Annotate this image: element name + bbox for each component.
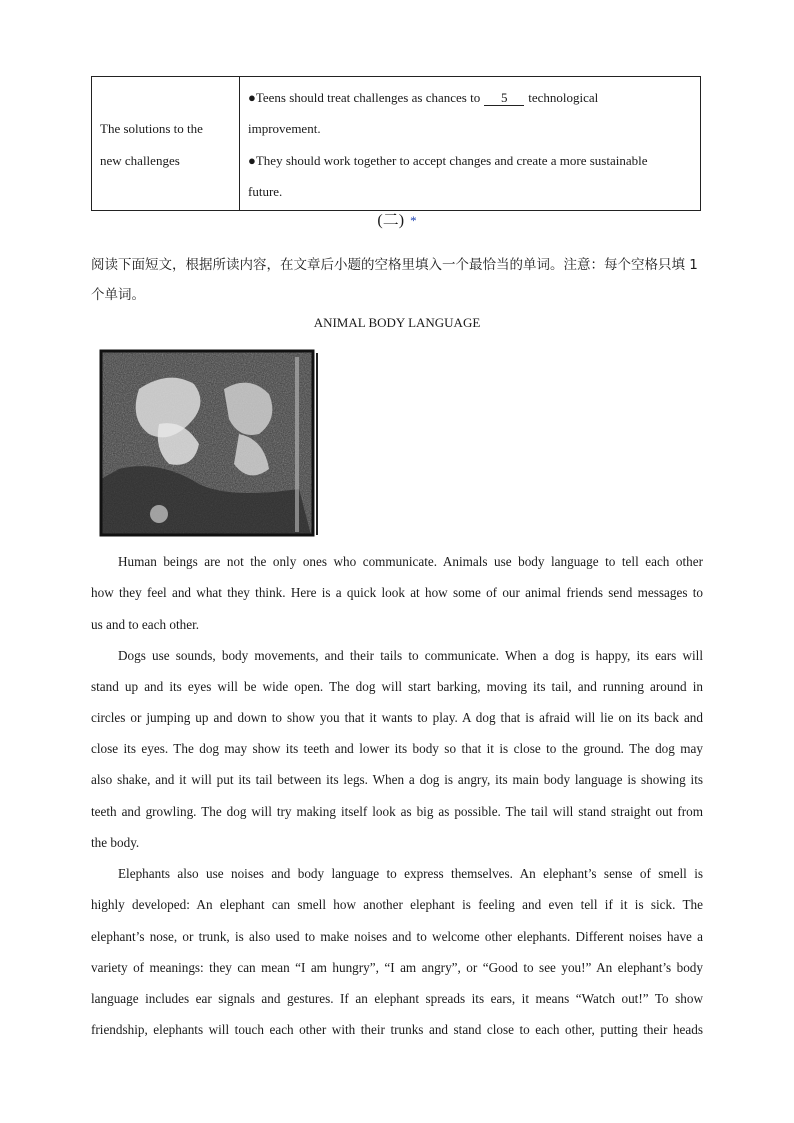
- table-content-line-3: ●They should work together to accept changes and create a more sustainable: [248, 153, 648, 168]
- star-icon: *: [410, 213, 417, 229]
- bullet-text-1: ●Teens should treat challenges as chances to: [248, 90, 481, 105]
- passage-line-15: language includes ear signals and gestures. If an elephant spreads its ears, it means “Watch out!” To show: [91, 991, 703, 1006]
- section-number: (二): [377, 212, 405, 229]
- section-heading: [0, 210, 794, 232]
- passage-line-1: Human beings are not the only ones who communicate. Animals use body language to tell each other: [118, 554, 703, 569]
- table-content-line-1: [248, 90, 598, 106]
- table-label-line-1: The solutions to the: [100, 121, 203, 136]
- table-content-line-2: improvement.: [248, 121, 321, 136]
- table-label-line-2: new challenges: [100, 153, 180, 168]
- passage-line-8: also shake, and it will put its tail between its legs. When a dog is angry, its main body language is showing its: [91, 772, 703, 787]
- passage-line-9: teeth and growling. The dog will try making itself look as big as possible. The tail will stand straight out from: [91, 804, 703, 819]
- passage-line-11: Elephants also use noises and body language to express themselves. An elephant’s sense of smell is: [118, 866, 703, 881]
- passage-line-12: highly developed: An elephant can smell how another elephant is feeling and even tell if it is sick. The: [91, 897, 703, 912]
- table-content-line-4: future.: [248, 184, 283, 199]
- passage-line-14: variety of meanings: they can mean “I am hungry”, “I am angry”, or “Good to see you!” An elephant’s body: [91, 960, 703, 975]
- passage-line-4: Dogs use sounds, body movements, and their tails to communicate. When a dog is happy, its ears will: [118, 648, 703, 663]
- table-label-cell: [92, 77, 240, 210]
- passage-line-5: stand up and its eyes will be wide open. The dog will start barking, moving its tail, and running around in: [91, 679, 703, 694]
- passage-line-6: circles or jumping up and down to show you that it wants to play. A dog that is afraid will lie on its back and: [91, 710, 703, 725]
- passage-line-16: friendship, elephants will touch each other with their trunks and stand close to each other, putting their heads: [91, 1022, 703, 1037]
- instructions-text: 阅读下面短文，根据所读内容，在文章后小题的空格里填入一个最恰当的单词。注意：每个空格只填 1 个单词。: [91, 257, 698, 303]
- answer-blank-5[interactable]: 5: [484, 91, 524, 106]
- passage-line-2: how they feel and what they think. Here is a quick look at how some of our animal friends send messages to: [91, 585, 703, 600]
- passage-line-13: elephant’s nose, or trunk, is also used to make noises and to welcome other elephants. Different noises have a: [91, 929, 703, 944]
- animal-photo: [99, 349, 323, 537]
- table-content-cell: [240, 77, 700, 210]
- passage-line-7: close its eyes. The dog may show its teeth and lower its body so that it is close to the ground. The dog may: [91, 741, 703, 756]
- passage-title: ANIMAL BODY LANGUAGE: [313, 315, 481, 330]
- passage-line-10: the body.: [91, 835, 140, 850]
- solutions-table: [91, 76, 701, 211]
- passage-line-3: us and to each other.: [91, 617, 200, 632]
- bullet-text-1-end: technological: [528, 90, 599, 105]
